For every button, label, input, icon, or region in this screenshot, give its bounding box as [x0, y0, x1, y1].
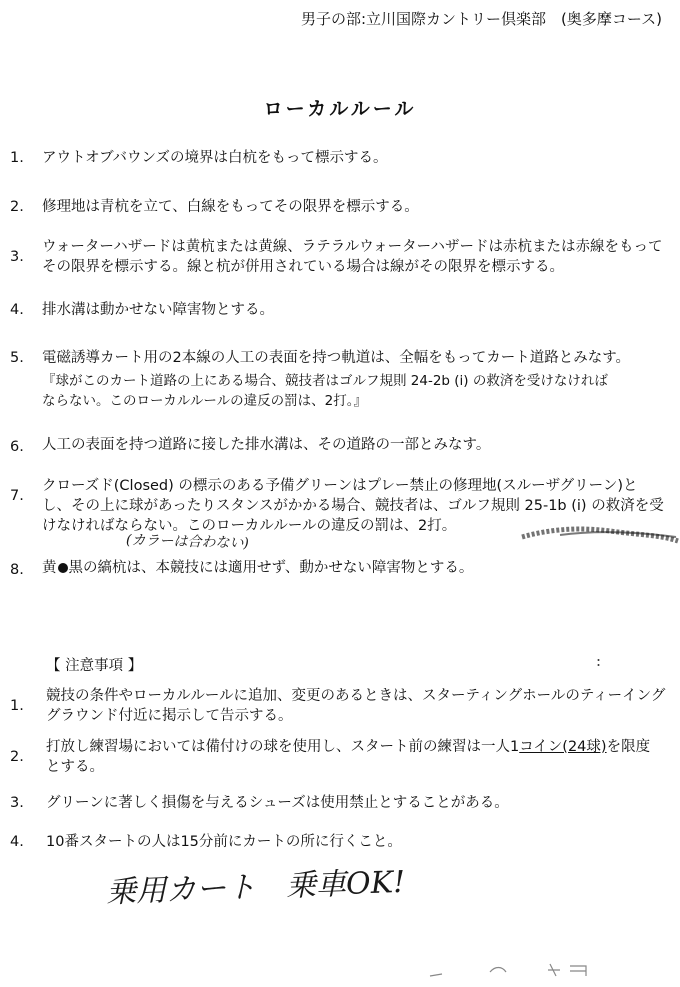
rule-number: 2. — [10, 199, 24, 215]
scan-smudge — [520, 521, 680, 545]
rule-number: 3. — [10, 249, 24, 265]
rule-text: 電磁誘導カート用の2本線の人工の表面を持つ軌道は、全幅をもってカート道路とみなす。 — [42, 350, 631, 366]
rule-number: 1. — [10, 150, 24, 166]
rule-text: アウトオブバウンズの境界は白杭をもって標示する。 — [42, 150, 388, 166]
note-number: 4. — [10, 834, 24, 850]
note-number: 1. — [10, 698, 24, 714]
note-text-underlined: コイン(24球) — [519, 739, 607, 755]
rule-text-line: けなければならない。このローカルルールの違反の罰は、2打。 — [42, 518, 457, 534]
rule-text: 人工の表面を持つ道路に接した排水溝は、その道路の一部とみなす。 — [42, 437, 491, 453]
note-text: 10番スタートの人は15分前にカートの所に行くこと。 — [46, 834, 402, 850]
rule-text — [42, 558, 676, 578]
rule-number: 4. — [10, 302, 24, 318]
page-title: ローカルルール — [263, 98, 417, 120]
black-dot-icon — [58, 563, 68, 573]
rule-text-line: その限界を標示する。線と杭が併用されている場合は線がその限界を標示する。 — [42, 259, 564, 275]
rule-number: 7. — [10, 488, 24, 504]
scan-marks — [420, 958, 620, 982]
rule-text-line: クローズド(Closed) の標示のある予備グリーンはプレー禁止の修理地(スルーザグリーン)と — [42, 478, 638, 494]
notes-heading: 【 注意事項 】 — [46, 658, 143, 674]
handwritten-note: (カラーは合わない) — [125, 532, 250, 552]
note-text-post: を限度 — [606, 739, 651, 755]
note-text: グリーンに著しく損傷を与えるシューズは使用禁止とすることがある。 — [46, 795, 509, 811]
rule-text-post: 黒の縞杭は、本競技には適用せず、動かせない障害物とする。 — [68, 560, 474, 576]
handwritten-footer: 乗用カート 乗車OK! — [105, 864, 406, 911]
note-text-line: 競技の条件やローカルルールに追加、変更のあるときは、スターティングホールのティーイング — [46, 688, 666, 704]
rule-text-line: し、その上に球があったりスタンスがかかる場合、競技者は、ゴルフ規則 25-1b (i) の救済を受 — [42, 498, 664, 514]
rule-subtext-line: ならない。このローカルルールの違反の罰は、2打。』 — [42, 393, 367, 409]
rule-number: 5. — [10, 350, 24, 366]
rule-number: 8. — [10, 562, 24, 578]
note-text-pre: 打放し練習場においては備付けの球を使用し、スタート前の練習は一人1 — [46, 739, 520, 755]
rule-text: 修理地は青杭を立て、白線をもってその限界を標示する。 — [42, 199, 419, 215]
note-number: 2. — [10, 749, 24, 765]
note-text-line: グラウンド付近に掲示して告示する。 — [46, 708, 293, 724]
rule-text-pre: 黄 — [42, 560, 57, 576]
rule-number: 6. — [10, 439, 24, 455]
rule-text: 排水溝は動かせない障害物とする。 — [42, 302, 274, 318]
note-number: 3. — [10, 795, 24, 811]
note-text-line: とする。 — [46, 759, 104, 775]
rule-text-line: ウォーターハザードは黄杭または黄線、ラテラルウォーターハザードは赤杭または赤線をもって — [42, 239, 663, 255]
scan-mark — [597, 658, 600, 668]
header-text: 男子の部:立川国際カントリー倶楽部 (奥多摩コース) — [300, 10, 662, 28]
note-text-line — [46, 737, 680, 757]
rule-subtext-line: 『球がこのカート道路の上にある場合、競技者はゴルフ規則 24-2b (i) の救済を受けなければ — [42, 373, 608, 389]
